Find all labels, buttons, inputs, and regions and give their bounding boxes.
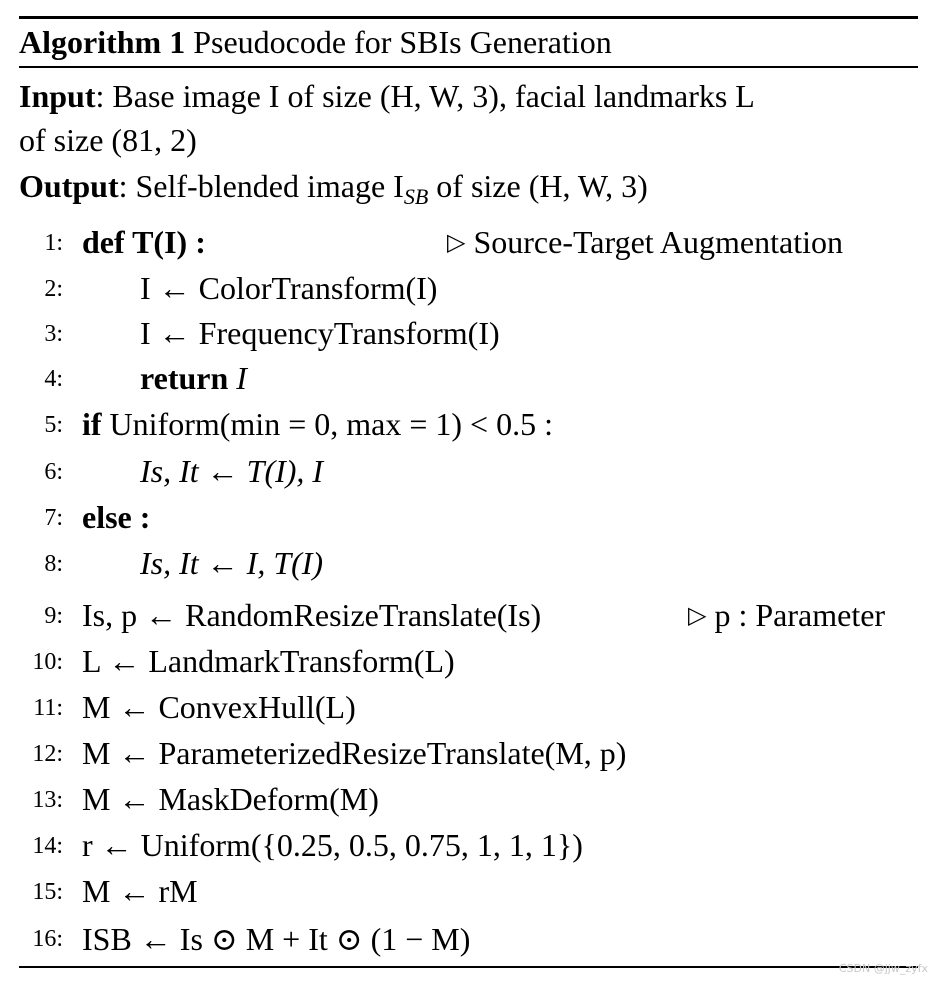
line-number: 3: [44,321,63,347]
code-text: I [228,360,247,396]
keyword: def [82,224,125,260]
code-text: Uniform(min = 0, max = 1) < 0.5 : [101,406,553,442]
code-text: T(I) : [124,224,206,260]
code-line-7 [82,499,150,536]
keyword: if [82,406,102,442]
code-line-9: Is, p ← RandomResizeTranslate(Is) [82,597,542,633]
code-line-14: r ← Uniform({0.25, 0.5, 0.75, 1, 1, 1}) [82,827,583,863]
input-line-1 [19,80,755,112]
code-line-4 [140,360,247,397]
line-number: 5: [44,412,63,438]
line-number: 6: [44,459,63,485]
code-line-15: M ← rM [82,873,198,909]
output-text-suffix: of size (H, W, 3) [428,168,648,204]
output-subscript: SB [403,184,429,209]
bottom-rule [19,966,918,968]
line-number: 7: [44,505,63,531]
output-label: Output [19,168,119,204]
watermark: CSDN @jjw_zyfx [838,962,928,975]
comment-line-1 [447,224,843,261]
code-line-5 [82,406,553,443]
line-number: 2: [44,276,63,302]
code-line-6: Is, It ← T(I), I [140,453,324,489]
line-number: 4: [44,366,63,392]
code-line-13: M ← MaskDeform(M) [82,781,379,817]
code-line-10: L ← LandmarkTransform(L) [82,643,455,679]
output-line [19,168,648,209]
line-number: 15: [32,879,63,905]
output-text-prefix: : Self-blended image I [118,168,404,204]
comment-triangle-icon: ▷ [688,603,707,629]
line-number: 10: [32,649,63,675]
line-number: 8: [44,551,63,577]
top-rule [19,16,918,19]
line-number: 12: [32,741,63,767]
algorithm-caption [19,26,612,58]
header-rule [19,66,918,68]
input-line-2 [19,124,197,156]
code-line-1 [82,224,206,261]
algorithm-label: Algorithm 1 [19,24,186,60]
algorithm-title: Pseudocode for SBIs Generation [193,24,612,60]
line-number: 9: [44,603,63,629]
code-line-2: I ← ColorTransform(I) [140,270,438,306]
line-number: 1: [44,230,63,256]
input-text-2: of size (81, 2) [19,122,197,158]
line-number: 16: [32,926,63,952]
code-line-8: Is, It ← I, T(I) [140,545,324,581]
comment-text: p : Parameter [714,597,886,633]
input-text: : Base image I of size (H, W, 3), facial landmarks L [95,78,755,114]
comment-line-9 [688,597,885,634]
keyword: return [140,360,229,396]
code-line-3: I ← FrequencyTransform(I) [140,315,500,351]
code-text: : [131,499,151,535]
code-line-16: ISB ← Is ⊙ M + It ⊙ (1 − M) [82,921,471,957]
keyword: else [82,499,132,535]
code-line-12: M ← ParameterizedResizeTranslate(M, p) [82,735,627,771]
comment-text: Source-Target Augmentation [473,224,843,260]
line-number: 11: [33,695,63,721]
comment-triangle-icon: ▷ [447,230,466,256]
line-number: 14: [32,833,63,859]
code-line-11: M ← ConvexHull(L) [82,689,356,725]
line-number: 13: [32,787,63,813]
input-label: Input [19,78,96,114]
